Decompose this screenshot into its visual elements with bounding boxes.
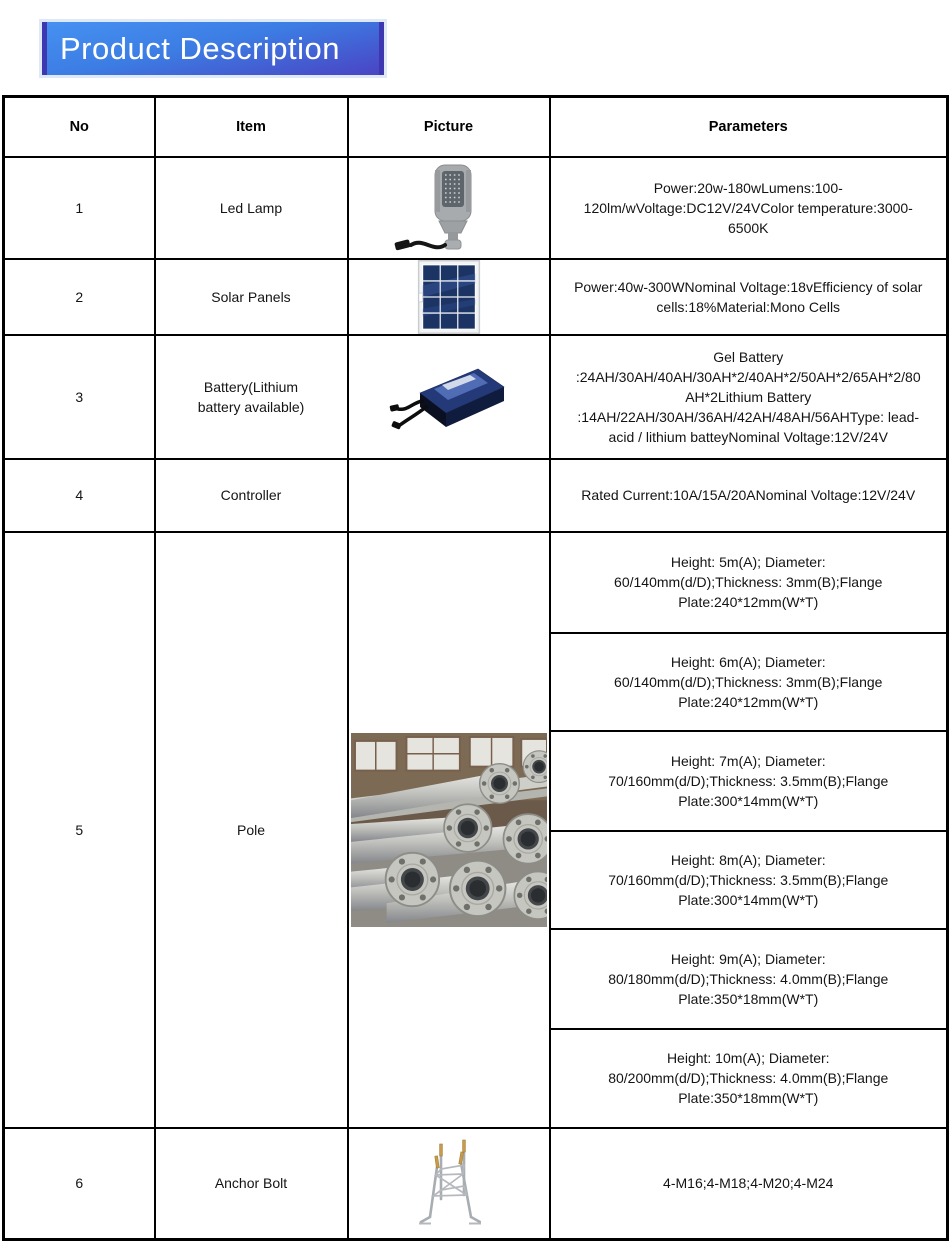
led-lamp-image: [389, 161, 509, 255]
picture-cell: [348, 335, 550, 459]
product-table: [2, 95, 949, 1241]
product-table-wrap: [2, 95, 949, 1241]
row-no-cell: 3: [4, 335, 155, 459]
page-title-banner: [42, 22, 384, 75]
picture-cell: [348, 259, 550, 335]
table-row: [4, 157, 948, 259]
item-cell: Pole: [155, 532, 348, 1128]
row-no-cell: 1: [4, 157, 155, 259]
solar-panel-image: [417, 260, 481, 334]
table-row: [4, 532, 948, 633]
picture-cell: [348, 157, 550, 259]
parameters-cell: Power:20w-180wLumens:100-120lm/wVoltage:DC12V/24VColor temperature:3000-6500K: [550, 157, 948, 259]
parameters-cell: Rated Current:10A/15A/20ANominal Voltage:12V/24V: [550, 459, 948, 532]
column-header-parameters: Parameters: [550, 97, 948, 157]
picture-cell: [348, 532, 550, 1128]
table-row: [4, 1128, 948, 1240]
item-cell: Battery(Lithium battery available): [155, 335, 348, 459]
parameters-cell: Gel Battery :24AH/30AH/40AH/30AH*2/40AH*2/50AH*2/65AH*2/80AH*2Lithium Battery :14AH/22AH/30AH/36AH/42AH/48AH/56AHType: lead-acid / lithium batteyNominal Voltage:12V/24V: [550, 335, 948, 459]
parameters-cell: 4-M16;4-M18;4-M20;4-M24: [550, 1128, 948, 1240]
picture-cell: [348, 1128, 550, 1240]
item-cell: Led Lamp: [155, 157, 348, 259]
parameters-cell: Height: 10m(A); Diameter: 80/200mm(d/D);Thickness: 4.0mm(B);Flange Plate:350*18mm(W*T): [550, 1029, 948, 1128]
anchor-bolt-image: [417, 1139, 481, 1227]
column-header-picture: Picture: [348, 97, 550, 157]
column-header-item: Item: [155, 97, 348, 157]
parameters-cell: Power:40w-300WNominal Voltage:18vEfficiency of solar cells:18%Material:Mono Cells: [550, 259, 948, 335]
table-row: [4, 259, 948, 335]
pole-warehouse-image: [351, 733, 547, 927]
picture-cell-empty: [348, 459, 550, 532]
item-cell: Anchor Bolt: [155, 1128, 348, 1240]
row-no-cell: 4: [4, 459, 155, 532]
parameters-cell: Height: 6m(A); Diameter: 60/140mm(d/D);Thickness: 3mm(B);Flange Plate:240*12mm(W*T): [550, 633, 948, 731]
item-cell: Solar Panels: [155, 259, 348, 335]
parameters-cell: Height: 7m(A); Diameter: 70/160mm(d/D);Thickness: 3.5mm(B);Flange Plate:300*14mm(W*T): [550, 731, 948, 831]
parameters-cell: Height: 8m(A); Diameter: 70/160mm(d/D);Thickness: 3.5mm(B);Flange Plate:300*14mm(W*T): [550, 831, 948, 929]
row-no-cell: 6: [4, 1128, 155, 1240]
table-row: [4, 335, 948, 459]
table-row: [4, 459, 948, 532]
header-row: [4, 97, 948, 157]
row-no-cell: 5: [4, 532, 155, 1128]
battery-image: [386, 355, 512, 439]
column-header-no: No: [4, 97, 155, 157]
parameters-cell: Height: 5m(A); Diameter: 60/140mm(d/D);Thickness: 3mm(B);Flange Plate:240*12mm(W*T): [550, 532, 948, 633]
parameters-cell: Height: 9m(A); Diameter: 80/180mm(d/D);Thickness: 4.0mm(B);Flange Plate:350*18mm(W*T): [550, 929, 948, 1029]
item-cell: Controller: [155, 459, 348, 532]
page-title: Product Description: [60, 30, 341, 66]
row-no-cell: 2: [4, 259, 155, 335]
